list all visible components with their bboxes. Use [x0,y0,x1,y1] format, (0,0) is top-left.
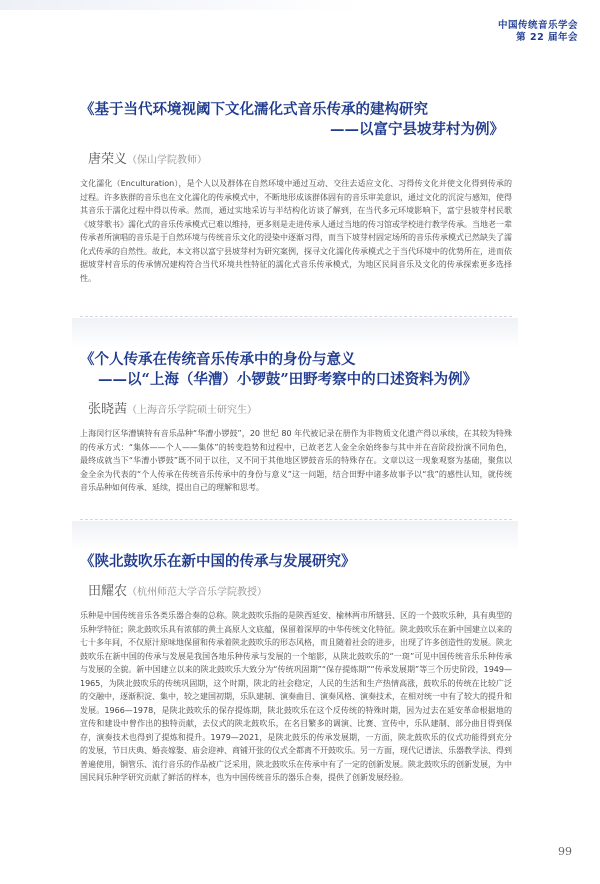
article-3 [80,552,512,785]
section-shadow [72,318,518,348]
article-title-line1: 《个人传承在传统音乐传承中的身份与意义 [80,351,356,368]
author-name: 田耀农 [88,584,128,599]
section-divider [80,316,512,317]
article-abstract: 上海闵行区华漕镇特有音乐品种“华漕小锣鼓”，20 世纪 80 年代被记录在册作为非物质文化遗产得以承续，在其较为特殊的传承方式：“集体——个人——集体”的转变趋势和过程中，已故老艺人金全余始终参与其中并在音阶段扮演不同角色，最终成就当下“华漕小锣鼓”既不同于以往，又不同于其他地区锣鼓音乐的特殊存在。文章以这一现象观察为基础，聚焦以金全余为代表的“个人传承在传统音乐传承中的身份与意义”这一问题，结合田野中诸多故事予以“我”的感性认知，就传统音乐品种如何传承、延续，提出自己的理解和思考。 [80,429,512,492]
article-title-line1: 《基于当代环境视阈下文化濡化式音乐传承的建构研究 [80,101,428,118]
author-name: 张晓茜 [88,402,128,417]
author-affiliation: （保山学院教师） [127,155,208,166]
article-author [88,398,512,417]
article-title-line1: 《陕北鼓吹乐在新中国的传承与发展研究》 [80,553,356,570]
page-number: 99 [558,845,572,858]
article-abstract: 乐种是中国传统音乐各类乐器合奏的总称。陕北鼓吹乐指的是陕西延安、榆林两市所辖县、区的一个鼓吹乐种，具有典型的乐种学特征；陕北鼓吹乐具有浓郁的黄土高原人文底蕴，保留着深厚的中华传统文化特征。陕北鼓吹乐在新中国建立以来的七十多年间，不仅原汁原味地保留和传承着陕北鼓吹乐的形态风格，而且随着社会的进步，出现了许多创造性的发展。陕北鼓吹乐在新中国的传承与发展是我国各地乐种传承与发展的一个缩影，从陕北鼓吹乐的“一斑”可见中国传统音乐乐种传承与发展的全貌。新中国建立以来的陕北鼓吹乐大致分为“传统巩固期”“保存提炼期”“传承发展期”等三个历史阶段，1949—1965，为陕北鼓吹乐的传统巩固期，这个时期，陕北的社会稳定，人民的生活和生产热情高涨，鼓吹乐的传统在比较广泛的交融中，逐渐积淀、集中，较之建国初期，乐队建制、演奏曲目、演奏风格、演奏技术，在相对统一中有了较大的提升和发展。1966—1978，是陕北鼓吹乐的保存提炼期，陕北鼓吹乐在这个反传统的特殊时期，因为过去在延安革命根据地的宣传和建设中曾作出的独特贡献，去仪式的陕北鼓吹乐，在名目繁多的调演、比赛、宣传中，乐队建制、部分曲目得到保存，演奏技术也得到了提炼和提升。1979—2021，是陕北鼓乐的传承发展期，一方面，陕北鼓吹乐的仪式功能得到充分的发展，节日庆典、婚丧嫁娶、庙会迎神、商铺开张的仪式全都离不开鼓吹乐。另一方面，现代记谱法、乐器教学法、得到普遍使用，铜管乐、流行音乐的作品被广泛采用，陕北鼓吹乐在传承中有了一定的创新发展。陕北鼓吹乐的创新发展，为中国民间乐种学研究贡献了鲜活的样本，也为中国传统音乐的器乐合奏，提供了创新发展经验。 [80,611,512,782]
section-shadow [72,521,518,551]
author-name: 唐荣义 [88,152,128,167]
author-affiliation: （上海音乐学院硕士研究生） [127,405,258,416]
article-2 [80,350,512,495]
top-decorative-bar [0,0,600,10]
header-society: 中国传统音乐学会 [497,20,578,31]
article-title [80,100,512,140]
article-1 [80,100,512,285]
article-title-line2: ——以“上海（华漕）小锣鼓”田野考察中的口述资料为例》 [98,371,478,388]
article-author [88,580,512,599]
author-affiliation: （杭州师范大学音乐学院教授） [127,587,268,598]
article-title-line2: ——以富宁县坡芽村为例》 [330,121,504,138]
article-author [88,148,512,167]
article-abstract: 文化濡化（Enculturation），是个人以及群体在自然环境中通过互动、交往去适应文化、习得传文化并使文化得到传承的过程。许多族群的音乐也在文化濡化的传承模式中，不断地形成该群体固有的音乐审美意识，通过文化的沉淀与感知，使得其音乐于濡化过程中得以传承。然而，通过实地采访与半结构化访谈了解到，在当代多元环境影响下，富宁县坡芽村民歌《坡芽歌书》濡化式的音乐传承模式已难以维持，更多则是走进传承人通过当地的传习馆或学校进行教学传承。当地老一辈传承者所演唱的音乐是于自然环境与传统音乐文化的浸染中逐渐习得，而当下坡芽村固定场所的音乐传承模式已然缺失了濡化式传承的自然性。故此，本文将以富宁县坡芽村为研究案例，探寻文化濡化传承模式之于当代环境中的优势所在，进而依据坡芽村音乐的传承情况建构符合当代环境共性特征的濡化式音乐传承模式，为地区民间音乐及文化的传承探索更多选择性。 [80,179,512,283]
running-header [498,20,578,44]
article-title [80,552,512,572]
section-divider [80,519,512,520]
article-title [80,350,512,390]
header-meeting: 第 22 届年会 [516,32,578,43]
